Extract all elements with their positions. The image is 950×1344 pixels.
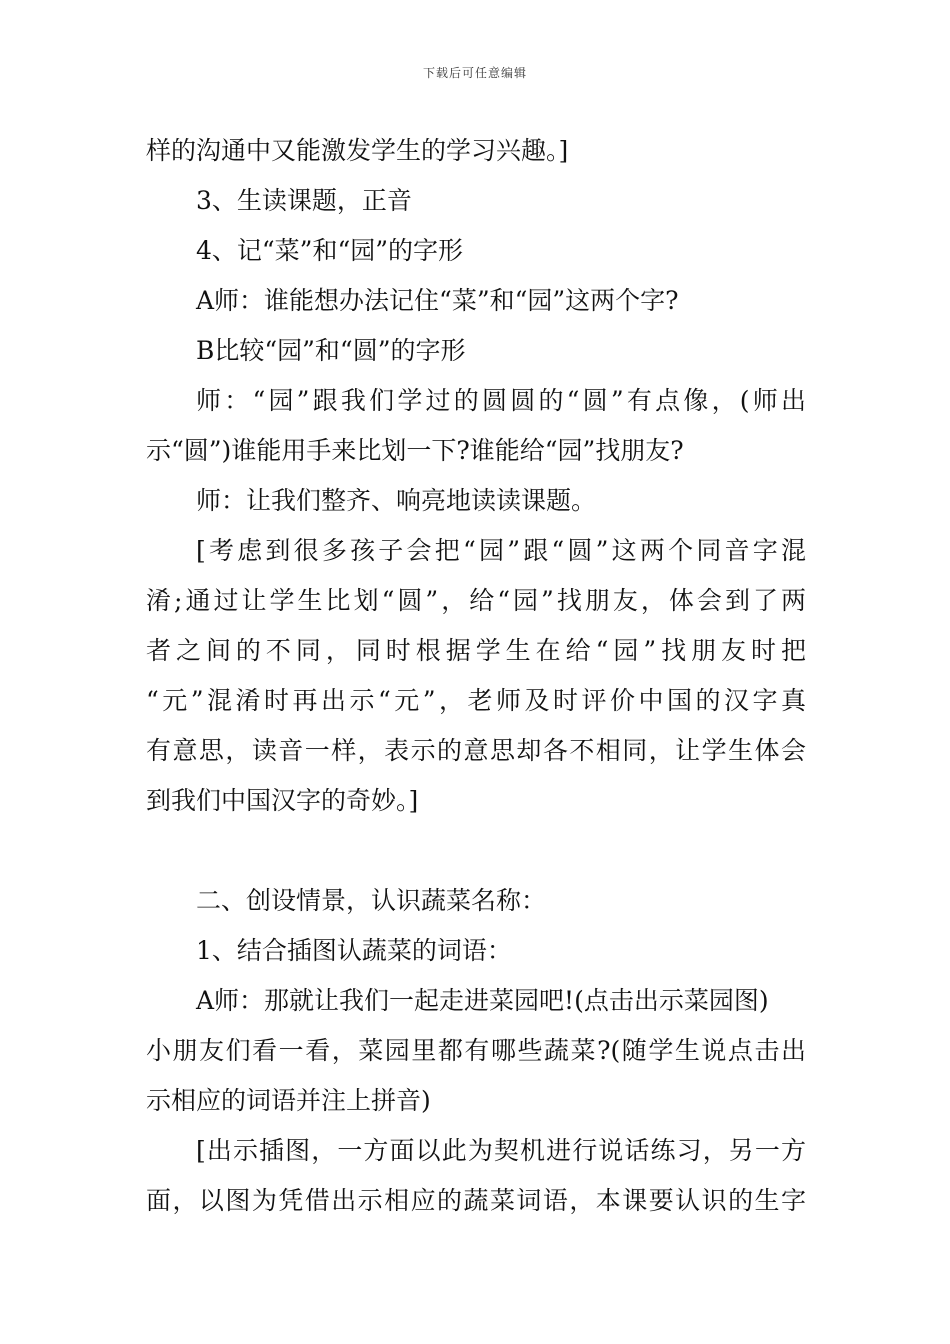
section-heading: 二、创设情景，认识蔬菜名称： — [196, 886, 547, 915]
text-line: 淆;通过让学生比划“圆”，给“园”找朋友，体会到了两 — [146, 586, 806, 615]
text-line: A师：谁能想办法记住“菜”和“园”这两个字? — [196, 286, 679, 315]
text-line: 小朋友们看一看，菜园里都有哪些蔬菜?(随学生说点击出 — [146, 1036, 806, 1065]
text-line: 师：“园”跟我们学过的圆圆的“圆”有点像，(师出 — [196, 386, 806, 415]
text-line: 4、记“菜”和“园”的字形 — [196, 236, 464, 265]
text-line: “元”混淆时再出示“元”，老师及时评价中国的汉字真 — [146, 686, 806, 715]
text-line: 者之间的不同，同时根据学生在给“园”找朋友时把 — [146, 636, 806, 665]
text-line: 示相应的词语并注上拼音) — [146, 1086, 431, 1115]
text-line: A师：那就让我们一起走进菜园吧!(点击出示菜园图) — [196, 986, 769, 1015]
text-line: 1、结合插图认蔬菜的词语： — [196, 936, 512, 965]
text-line: 示“圆”)谁能用手来比划一下?谁能给“园”找朋友? — [146, 436, 684, 465]
text-line: [出示插图，一方面以此为契机进行说话练习，另一方 — [196, 1136, 806, 1165]
blank-line — [146, 826, 806, 876]
text-line: 3、生读课题，正音 — [196, 186, 412, 215]
text-line: 面，以图为凭借出示相应的蔬菜词语，本课要认识的生字 — [146, 1186, 806, 1215]
page-header: 下载后可任意编辑 — [422, 66, 527, 80]
text-line: 样的沟通中又能激发学生的学习兴趣。] — [146, 136, 569, 165]
document-body — [146, 126, 806, 1226]
text-line: 到我们中国汉字的奇妙。] — [146, 786, 419, 815]
text-line: 师：让我们整齐、响亮地读读课题。 — [196, 486, 597, 515]
text-line: B比较“园”和“圆”的字形 — [196, 336, 466, 365]
text-line: 有意思，读音一样，表示的意思却各不相同，让学生体会 — [146, 736, 806, 765]
text-line: [考虑到很多孩子会把“园”跟“圆”这两个同音字混 — [196, 536, 806, 565]
